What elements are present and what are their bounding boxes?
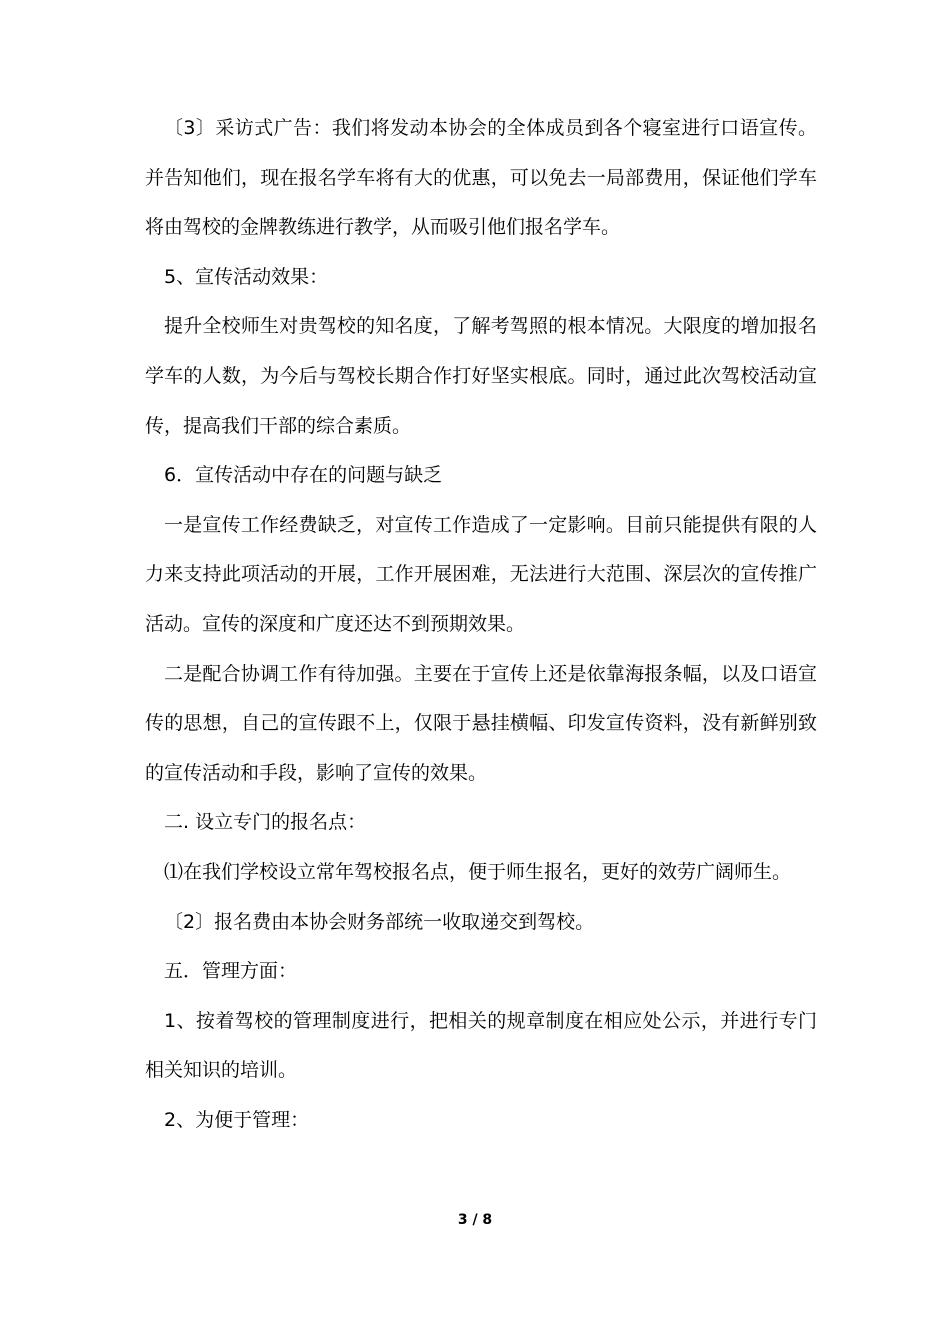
paragraph-registration-point-1: ⑴在我们学校设立常年驾校报名点，便于师生报名，更好的效劳广阔师生。 [164, 860, 792, 883]
paragraph-management-2: 2、为便于管理： [164, 1108, 310, 1131]
paragraph-campaign-effect: 提升全校师生对贵驾校的知名度，了解考驾照的根本情况。大限度的增加报名学车的人数，为今后与驾校长期合作打好坚实根底。同时，通过此次驾校活动宣传，提高我们干部的综合素质。 [145, 315, 817, 437]
heading-registration-point: 二. 设立专门的报名点： [164, 811, 367, 834]
heading-campaign-problems: 6．宣传活动中存在的问题与缺乏 [164, 464, 443, 487]
paragraph-registration-point-2: 〔2〕报名费由本协会财务部统一收取递交到驾校。 [164, 910, 595, 933]
paragraph-management-1: 1、按着驾校的管理制度进行，把相关的规章制度在相应处公示，并进行专门相关知识的培训。 [145, 1009, 817, 1082]
page-number: 3 / 8 [457, 1212, 493, 1228]
document-body [145, 104, 817, 1145]
heading-management: 五．管理方面： [164, 960, 298, 983]
paragraph-problem-coordination: 二是配合协调工作有待加强。主要在于宣传上还是依靠海报条幅，以及口语宣传的思想，自己的宣传跟不上，仅限于悬挂横幅、印发宣传资料，没有新鲜别致的宣传活动和手段，影响了宣传的效果。 [145, 662, 817, 784]
paragraph-problem-funding: 一是宣传工作经费缺乏，对宣传工作造成了一定影响。目前只能提供有限的人力来支持此项活动的开展，工作开展困难，无法进行大范围、深层次的宣传推广活动。宣传的深度和广度还达不到预期效果。 [145, 513, 817, 635]
paragraph-interview-ads: 〔3〕采访式广告：我们将发动本协会的全体成员到各个寝室进行口语宣传。并告知他们，现在报名学车将有大的优惠，可以免去一局部费用，保证他们学车将由驾校的金牌教练进行教学，从而吸引他们报名学车。 [145, 117, 817, 239]
heading-campaign-effect: 5、宣传活动效果： [164, 265, 329, 288]
